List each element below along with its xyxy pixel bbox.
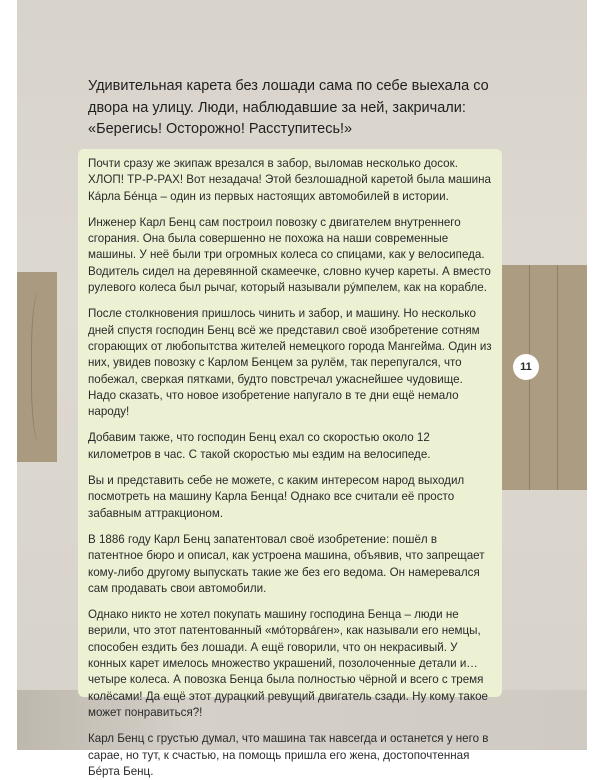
page-number-badge: 11 <box>513 354 539 380</box>
fence-plank-right <box>499 265 587 490</box>
paragraph: Однако никто не хотел покупать машину господина Бенца – люди не верили, что этот патентованный «мóторвáген», как называли его немцы, способен ездить без лошади. А ещё говорили, что он некрасивый. У конных карет имелось множество украшений, позолоченные детали и… четыре колеса. А повозка Бенца была полностью чёрной и всего с тремя колёсами! Да ещё этот дурацкий ревущий двигатель сзади. Ну кому такое может понравиться?! <box>88 608 488 719</box>
plank-seam <box>557 265 558 490</box>
paragraph: Карл Бенц с грустью думал, что машина так навсегда и останется у него в сарае, но тут, к счастью, на помощь пришла его жена, достопочтенная Бéрта Бенц. <box>88 732 489 778</box>
paragraph: Вы и представить себе не можете, с каким интересом народ выходил посмотреть на машину Карла Бенца! Однако все считали её просто забавным аттракционом. <box>88 474 465 520</box>
intro-text: Удивительная карета без лошади сама по себе выехала со двора на улицу. Люди, наблюдавшие за ней, закричали: «Берегись! Осторожно! Расступитесь!» <box>88 78 489 137</box>
story-text-box <box>78 149 502 778</box>
paragraph: Добавим также, что господин Бенц ехал со скоростью около 12 километров в час. С такой скоростью мы ездим на велосипеде. <box>88 431 431 461</box>
paragraph: После столкновения пришлось чинить и забор, и машину. Но несколько дней спустя господин Бенц всё же представил своё изобретение сотням сгорающих от любопытства жителей немецкого города Мангейма. Один из них, увидев повозку с Карлом Бенцем за рулём, так перепугался, что побежал, сверкая пятками, будто повстречал ужаснейшее чудовище. Надо сказать, что новое изобретение напугало в те дни ещё немало народу! <box>88 307 492 419</box>
paragraph: Почти сразу же экипаж врезался в забор, выломав несколько досок. ХЛОП! ТР-Р-РАХ! Вот незадача! Этой безлошадной каретой была машина Кáрла Бéнца – один из первых настоящих автомобилей в истории. <box>88 157 491 203</box>
paragraph: В 1886 году Карл Бенц запатентовал своё изобретение: пошёл в патентное бюро и описал, как устроена машина, объявив, что запрещает кому-либо другому выпускать такие же без его ведома. Он намеревался сам продавать свои автомобили. <box>88 532 485 595</box>
paragraph: Инженер Карл Бенц сам построил повозку с двигателем внутреннего сгорания. Она была совершенно не похожа на наши современные машины. У неё были три огромных колеса со спицами, как у велосипеда. Водитель сидел на деревянной скамеечке, словно кучер кареты. А вместо рулевого колеса был рычаг, который называли рýмпелем, как на корабле. <box>88 215 491 295</box>
fence-plank-left <box>17 272 57 462</box>
